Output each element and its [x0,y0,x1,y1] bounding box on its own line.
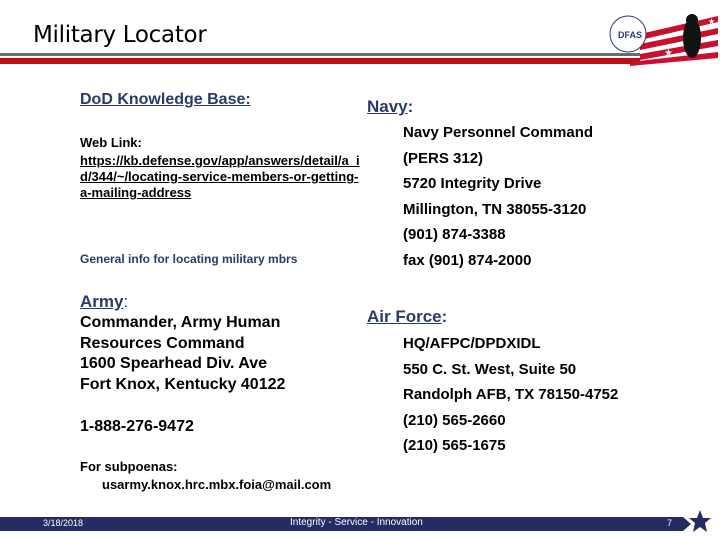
navy-fax: fax (901) 874-2000 [403,251,532,269]
subpoena-label: For subpoenas: [80,459,178,474]
air-force-heading-label: Air Force [367,307,442,326]
header-rule-gray [0,53,640,56]
air-force-phone: (210) 565-1675 [403,437,506,454]
army-line: 1600 Spearhead Div. Ave [80,355,268,372]
air-force-heading-colon: : [441,307,448,326]
army-line: Commander, Army Human [80,314,281,331]
air-force-line: HQ/AFPC/DPDXIDL [403,335,541,352]
footer-bar [0,517,683,531]
navy-line: Millington, TN 38055-3120 [403,200,587,218]
army-heading [80,292,128,312]
dfas-flag-logo-icon [600,6,720,66]
air-force-line: 550 C. St. West, Suite 50 [403,360,577,378]
navy-line: Navy Personnel Command [403,124,594,141]
army-line: Fort Knox, Kentucky 40122 [80,375,286,393]
navy-line: (PERS 312) [403,149,484,167]
navy-line: 5720 Integrity Drive [403,175,542,192]
navy-heading [367,97,413,117]
army-phone: 1-888-276-9472 [80,418,194,435]
svg-text:DFAS: DFAS [618,30,643,40]
navy-heading-label: Navy [367,97,408,116]
page-number: 7 [667,518,673,528]
air-force-line: Randolph AFB, TX 78150-4752 [403,386,619,403]
weblink-label: Web Link: [80,135,142,150]
air-force-phone: (210) 565-2660 [403,411,506,429]
navy-address-block [403,120,593,273]
navy-phone: (901) 874-3388 [403,226,506,243]
svg-text:★: ★ [708,17,716,26]
general-info-text: General info for locating military mbrs [80,252,298,266]
air-force-address-block [403,331,618,459]
dod-knowledge-base-heading: DoD Knowledge Base: [80,91,251,108]
air-force-heading [367,307,447,327]
svg-text:★: ★ [664,48,673,59]
dod-knowledge-base-link[interactable]: https://kb.defense.gov/app/answers/detail/a_id/344/~/locating-service-members-or-getting-a-mailing-address [80,153,360,200]
header-rule-red [0,58,640,64]
army-heading-colon: : [123,292,129,311]
star-icon [688,509,712,533]
army-heading-label: Army [80,292,124,311]
subpoena-email: usarmy.knox.hrc.mbx.foia@mail.com [102,477,332,492]
page-title: Military Locator [33,22,207,48]
footer-date: 3/18/2018 [43,518,84,528]
army-address-block [80,313,285,395]
army-line: Resources Command [80,334,245,352]
navy-heading-colon: : [407,97,414,116]
footer-motto: Integrity - Service - Innovation [290,517,423,528]
